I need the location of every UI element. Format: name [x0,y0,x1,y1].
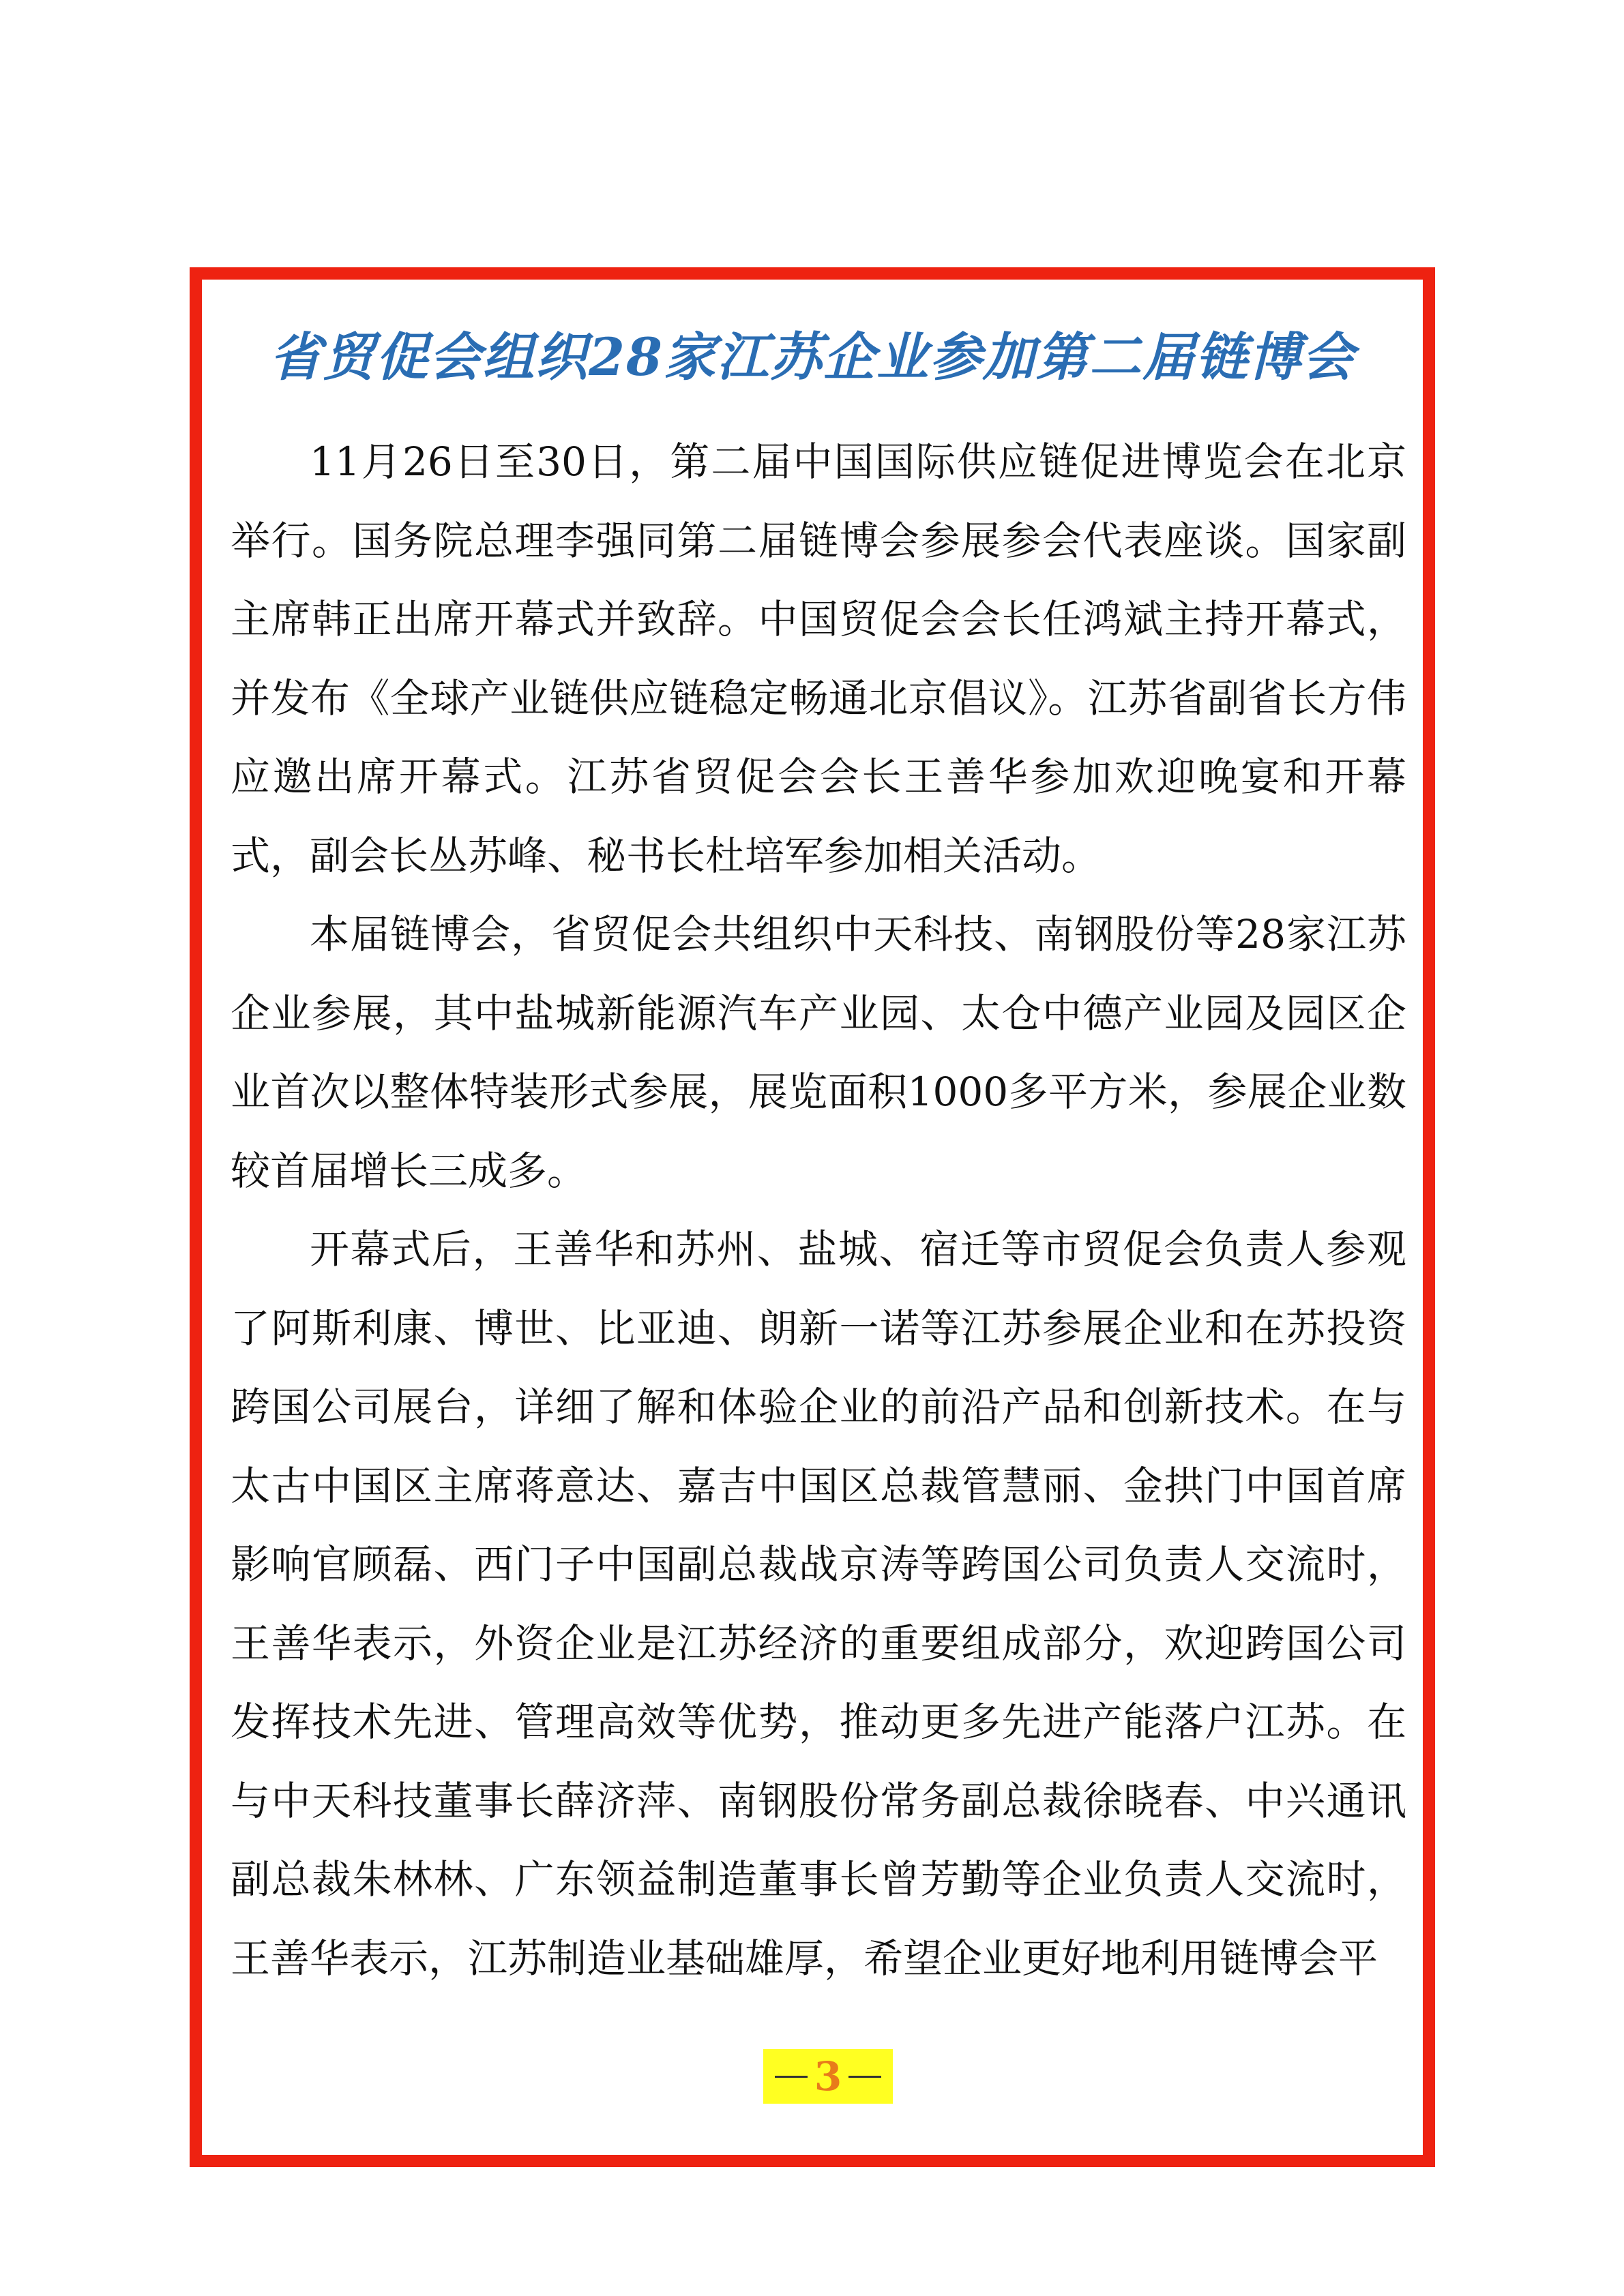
page-number: 3 [814,2053,842,2100]
page-border-frame [190,267,1435,2167]
dash-left-decoration [775,2076,808,2078]
paragraph-3: 开幕式后，王善华和苏州、盐城、宿迁等市贸促会负责人参观了阿斯利康、博世、比亚迪、朗新一诺等江苏参展企业和在苏投资跨国公司展台，详细了解和体验企业的前沿产品和创新技术。在与太古中国区主席蒋意达、嘉吉中国区总裁管慧丽、金拱门中国首席影响官顾磊、西门子中国副总裁战京涛等跨国公司负责人交流时，王善华表示，外资企业是江苏经济的重要组成部分，欢迎跨国公司发挥技术先进、管理高效等优势，推动更多先进产能落户江苏。在与中天科技董事长薛济萍、南钢股份常务副总裁徐晓春、中兴通讯副总裁朱林林、广东领益制造董事长曾芳勤等企业负责人交流时，王善华表示，江苏制造业基础雄厚，希望企业更好地利用链博会平 [231,1226,1406,1982]
article-title: 省贸促会组织28家江苏企业参加第二届链博会 [269,327,1355,387]
dash-right-decoration [848,2076,881,2078]
paragraph-2: 本届链博会，省贸促会共组织中天科技、南钢股份等28家江苏企业参展，其中盐城新能源汽车产业园、太仓中德产业园及园区企业首次以整体特装形式参展，展览面积1000多平方米，参展企业数较首届增长三成多。 [231,911,1406,1194]
paragraph-1: 11月26日至30日，第二届中国国际供应链促进博览会在北京举行。国务院总理李强同第二届链博会参展参会代表座谈。国家副主席韩正出席开幕式并致辞。中国贸促会会长任鸿斌主持开幕式，并发布《全球产业链供应链稳定畅通北京倡议》。江苏省副省长方伟应邀出席开幕式。江苏省贸促会会长王善华参加欢迎晚宴和开幕式，副会长丛苏峰、秘书长杜培军参加相关活动。 [231,438,1406,879]
page-number-badge [763,2049,893,2104]
article-body [231,423,1406,1998]
